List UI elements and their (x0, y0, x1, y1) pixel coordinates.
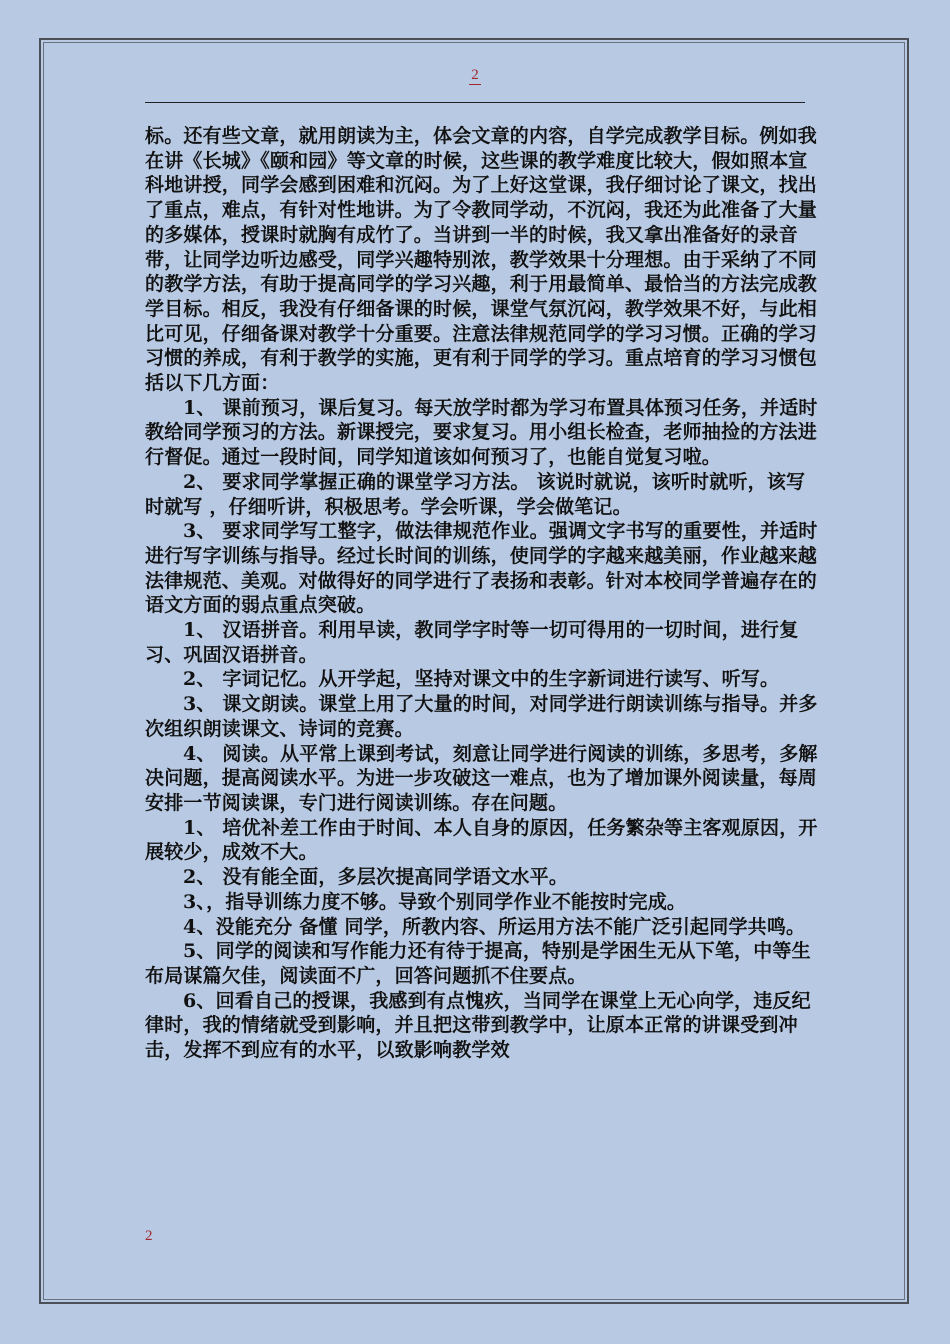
paragraph: 2、 字词记忆。从开学起，坚持对课文中的生字新词进行读写、听写。 (183, 668, 780, 691)
paragraph: 6、回看自己的授课，我感到有点愧疚，当同学在课堂上无心向学，违反纪律时，我的情绪就受到影响，并且把这带到教学中，让原本正常的讲课受到冲击，发挥不到应有的水平，以致影响教学效 (145, 989, 811, 1062)
paragraph: 1、 汉语拼音。利用早读，教同学字时等一切可得用的一切时间，进行复习、巩固汉语拼音。 (145, 619, 799, 666)
footer-page-number: 2 (145, 1228, 153, 1244)
paragraph: 1、 培优补差工作由于时间、本人自身的原因，任务繁杂等主客观原因，开展较少，成效不大。 (145, 816, 818, 864)
header-divider (145, 102, 805, 103)
paragraph: 3、，指导训练力度不够。导致个别同学作业不能按时完成。 (183, 890, 687, 913)
paragraph: 2、 没有能全面，多层次提高同学语文水平。 (183, 866, 569, 889)
paragraph: 2、 要求同学掌握正确的课堂学习方法。 该说时就说，该听时就听，该写时就写 ，仔细听讲，积极思考。学会听课，学会做笔记。 (145, 470, 806, 518)
paragraph: 3、 要求同学写工整字，做法律规范作业。强调文字书写的重要性，并适时进行写字训练与指导。经过长时间的训练，使同学的字越来越美丽，作业越来越法律规范、美观。对做得好的同学进行了表扬和表彰。针对本校同学普遍存在的语文方面的弱点重点突破。 (145, 520, 818, 617)
document-body (145, 124, 820, 1063)
header-page-number-text: 2 (471, 67, 479, 83)
paragraph: 5、同学的阅读和写作能力还有待于提高，特别是学困生无从下笔，中等生布局谋篇欠佳，阅读面不广，回答问题抓不住要点。 (145, 940, 811, 987)
paragraph: 4、没能充分 备懂 同学，所教内容、所运用方法不能广泛引起同学共鸣。 (183, 915, 806, 938)
paragraph: 4、 阅读。从平常上课到考试，刻意让同学进行阅读的训练，多思考，多解决问题，提高阅读水平。为进一步攻破这一难点，也为了增加课外阅读量，每周安排一节阅读课，专门进行阅读训练。存在问题。 (145, 742, 818, 814)
header-page-number (0, 66, 950, 85)
paragraph: 3、 课文朗读。课堂上用了大量的时间，对同学进行朗读训练与指导。并多次组织朗读课文、诗词的竞赛。 (145, 693, 818, 740)
paragraph: 标。还有些文章，就用朗读为主，体会文章的内容，自学完成教学目标。例如我在讲《长城》《颐和园》等文章的时候，这些课的教学难度比较大，假如照本宣科地讲授，同学会感到困难和沉闷。为了上好这堂课，我仔细讨论了课文，找出了重点，难点，有针对性地讲。为了令教同学动，不沉闷，我还为此准备了大量的多媒体，授课时就胸有成竹了。当讲到一半的时候，我又拿出准备好的录音带，让同学边听边感受，同学兴趣特别浓，教学效果十分理想。由于采纳了不同的教学方法，有助于提高同学的学习兴趣，利于用最简单、最恰当的方法完成教学目标。相反，我没有仔细备课的时候，课堂气氛沉闷，教学效果不好，与此相比可见，仔细备课对教学十分重要。注意法律规范同学的学习习惯。正确的学习习惯的养成，有利于教学的实施，更有利于同学的学习。重点培育的学习习惯包括以下几方面： (145, 125, 818, 395)
paragraph: 1、 课前预习，课后复习。每天放学时都为学习布置具体预习任务，并适时教给同学预习的方法。新课授完，要求复习。用小组长检查，老师抽捡的方法进行督促。通过一段时间，同学知道该如何预习了，也能自觉复习啦。 (145, 396, 818, 469)
